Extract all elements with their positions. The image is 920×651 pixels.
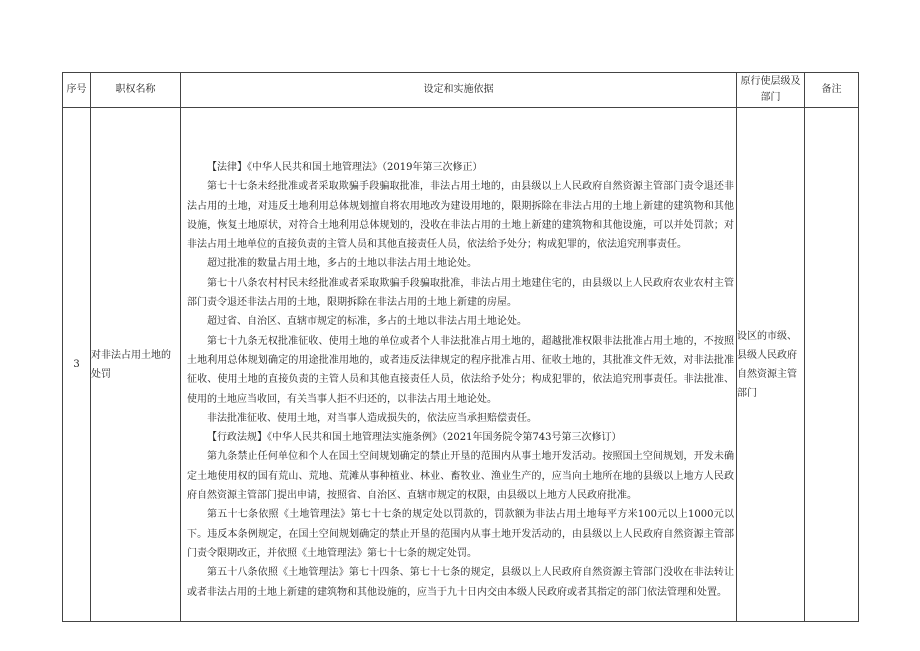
row-authority-name: 对非法占用土地的处罚 xyxy=(91,108,181,622)
table-row xyxy=(63,108,859,622)
basis-paragraph: 第五十七条依照《土地管理法》第七十七条的规定处以罚款的，罚款额为非法占用土地每平方米100元以上1000元以下。违反本条例规定，在国土空间规划确定的禁止开垦的范围内从事土地开发活动的，由县级以上人民政府自然资源主管部门责令限期改正，并依照《土地管理法》第七十七条的规定处罚。 xyxy=(187,509,734,559)
row-remark xyxy=(805,108,859,622)
row-seq: 3 xyxy=(63,108,91,622)
row-level: 设区的市级、县级人民政府自然资源主管部门 xyxy=(737,108,805,622)
header-seq: 序号 xyxy=(63,73,91,108)
header-remark: 备注 xyxy=(805,73,859,108)
header-basis: 设定和实施依据 xyxy=(181,73,737,108)
row-basis-cell xyxy=(181,108,737,622)
basis-paragraph: 非法批准征收、使用土地，对当事人造成损失的，依法应当承担赔偿责任。 xyxy=(207,412,537,424)
basis-paragraph: 超过省、自治区、直辖市规定的标准，多占的土地以非法占用土地论处。 xyxy=(207,316,527,328)
authority-table xyxy=(62,72,859,622)
basis-paragraph: 【行政法规】《中华人民共和国土地管理法实施条例》（2021年国务院令第743号第三次修订） xyxy=(207,432,622,444)
basis-paragraph: 超过批准的数量占用土地，多占的土地以非法占用土地论处。 xyxy=(207,258,477,270)
basis-paragraph: 第七十九条无权批准征收、使用土地的单位或者个人非法批准占用土地的，超越批准权限非法批准占用土地的，不按照土地利用总体规划确定的用途批准用地的，或者违反法律规定的程序批准占用、征收土地的，其批准文件无效，对非法批准征收、使用土地的直接负责的主管人员和其他直接责任人员，依法给予处分；构成犯罪的，依法追究刑事责任。非法批准、使用的土地应当收回，有关当事人拒不归还的，以非法占用土地论处。 xyxy=(187,335,734,405)
basis-text xyxy=(181,108,736,602)
basis-paragraph: 第七十八条农村村民未经批准或者采取欺骗手段骗取批准，非法占用土地建住宅的，由县级以上人民政府农业农村主管部门责令退还非法占用的土地，限期拆除在非法占用的土地上新建的房屋。 xyxy=(187,277,734,309)
basis-paragraph: 【法律】《中华人民共和国土地管理法》（2019年第三次修正） xyxy=(207,162,483,173)
header-row xyxy=(63,73,859,108)
basis-paragraph: 第九条禁止任何单位和个人在国土空间规划确定的禁止开垦的范围内从事土地开发活动。按照国土空间规划，开发未确定土地使用权的国有荒山、荒地、荒滩从事种植业、林业、畜牧业、渔业生产的，应当向土地所在地的县级以上地方人民政府自然资源主管部门提出申请，按照省、自治区、直辖市规定的权限，由县级以上地方人民政府批准。 xyxy=(187,451,734,502)
basis-paragraph: 第五十八条依照《土地管理法》第七十四条、第七十七条的规定，县级以上人民政府自然资源主管部门没收在非法转让或者非法占用的土地上新建的建筑物和其他设施的，应当于九十日内交由本级人民政府或者其指定的部门依法管理和处置。 xyxy=(187,567,734,598)
header-name: 职权名称 xyxy=(91,73,181,108)
header-level: 原行使层级及部门 xyxy=(737,73,805,108)
basis-paragraph: 第七十七条未经批准或者采取欺骗手段骗取批准，非法占用土地的，由县级以上人民政府自然资源主管部门责令退还非法占用的土地，对违反土地利用总体规划擅自将农用地改为建设用地的，限期拆除在非法占用的土地上新建的建筑物和其他设施，恢复土地原状，对符合土地利用总体规划的，没收在非法占用的土地上新建的建筑物和其他设施，可以并处罚款；对非法占用土地单位的直接负责的主管人员和其他直接责任人员，依法给予处分；构成犯罪的，依法追究刑事责任。 xyxy=(187,181,734,251)
